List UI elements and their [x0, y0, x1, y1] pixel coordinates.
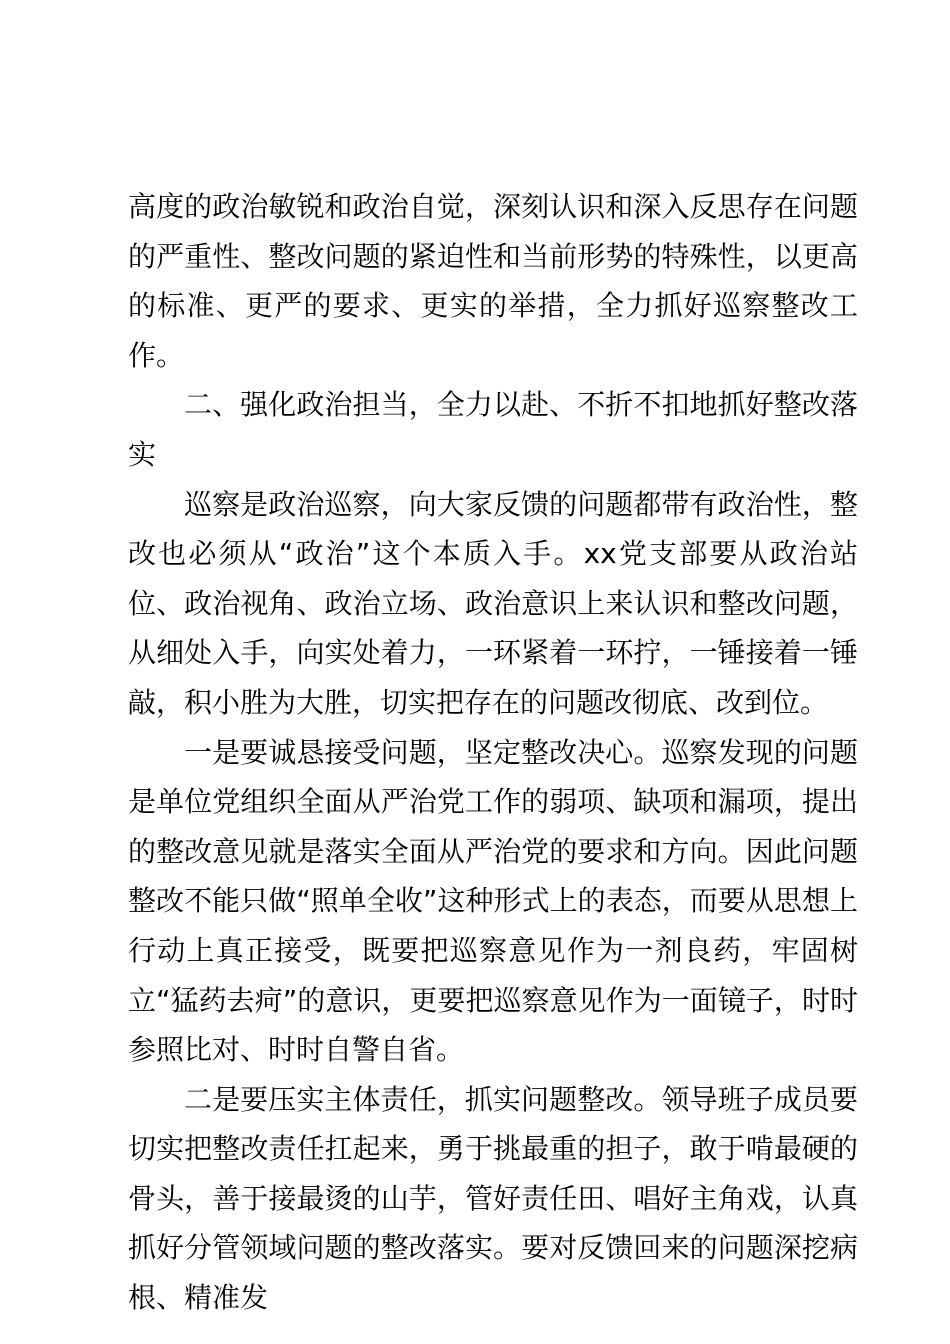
paragraph: 巡察是政治巡察，向大家反馈的问题都带有政治性，整改也必须从“政治”这个本质入手。xx党支部要从政治站位、政治视角、政治立场、政治意识上来认识和整改问题，从细处入手，向实处着力，一环紧着一环拧，一锤接着一锤敲，积小胜为大胜，切实把存在的问题改彻底、改到位。 — [128, 487, 858, 719]
document-body — [128, 182, 858, 1323]
paragraph-continuation: 高度的政治敏锐和政治自觉，深刻认识和深入反思存在问题的严重性、整改问题的紧迫性和当前形势的特殊性，以更高的标准、更严的要求、更实的举措，全力抓好巡察整改工作。 — [128, 190, 858, 372]
paragraph: 二是要压实主体责任，抓实问题整改。领导班子成员要切实把整改责任扛起来，勇于挑最重的担子，敢于啃最硬的骨头，善于接最烫的山芋，管好责任田、唱好主角戏，认真抓好分管领域问题的整改落实。要对反馈回来的问题深挖病根、精准发 — [128, 1082, 858, 1315]
section-heading: 二、强化政治担当，全力以赴、不折不扣地抓好整改落实 — [128, 388, 858, 471]
paragraph: 一是要诚恳接受问题，坚定整改决心。巡察发现的问题是单位党组织全面从严治党工作的弱项、缺项和漏项，提出的整改意见就是落实全面从严治党的要求和方向。因此问题整改不能只做“照单全收”这种形式上的表态，而要从思想上行动上真正接受，既要把巡察意见作为一剂良药，牢固树立“猛药去疴”的意识，更要把巡察意见作为一面镜子，时时参照比对、时时自警自省。 — [128, 735, 858, 1067]
